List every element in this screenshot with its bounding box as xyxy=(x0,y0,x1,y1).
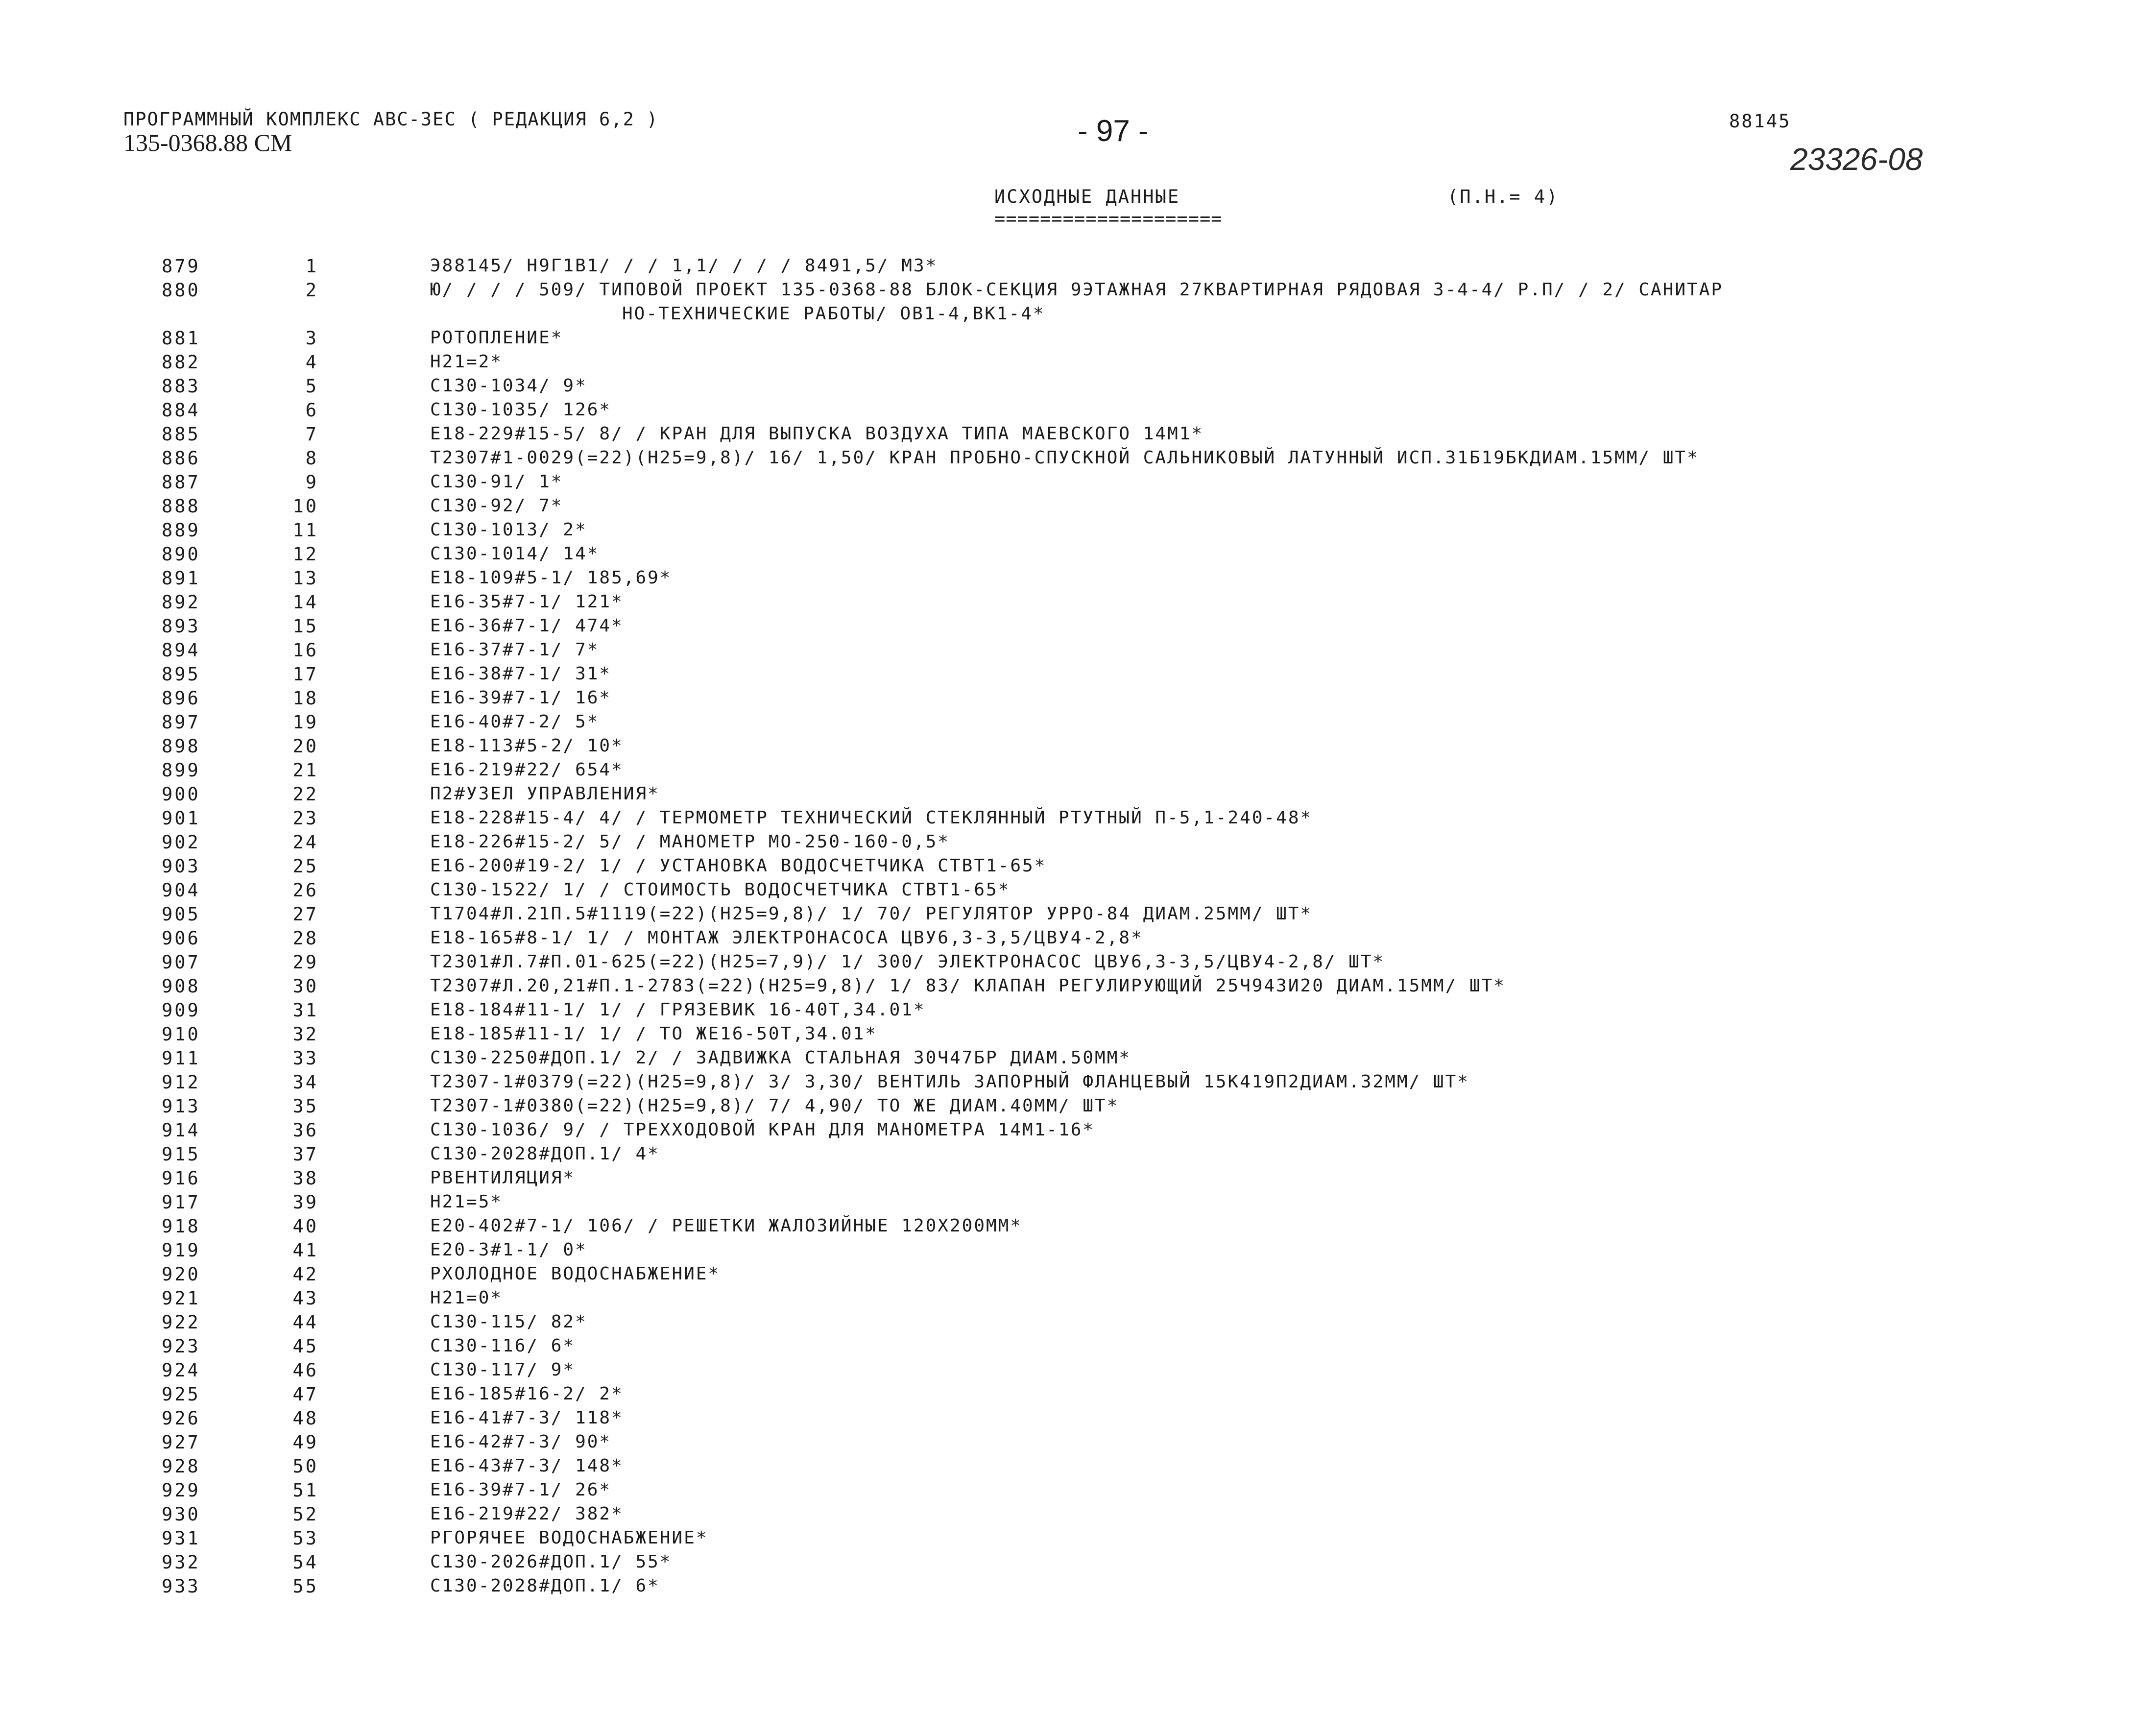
list-item xyxy=(0,904,2141,928)
line-number: 890 xyxy=(162,544,200,565)
record-text: Е16-39#7-1/ 16* xyxy=(430,688,612,708)
record-text: Е16-38#7-1/ 31* xyxy=(430,664,612,684)
line-number: 922 xyxy=(162,1312,200,1333)
list-item xyxy=(0,568,2141,592)
item-index: 11 xyxy=(292,520,318,541)
record-text: РХОЛОДНОЕ ВОДОСНАБЖЕНИЕ* xyxy=(430,1264,721,1284)
item-index: 15 xyxy=(292,616,318,637)
line-number: 889 xyxy=(162,520,200,541)
list-item xyxy=(0,1336,2141,1360)
record-text: П2#УЗЕЛ УПРАВЛЕНИЯ* xyxy=(430,784,660,804)
item-index: 2 xyxy=(305,280,318,301)
record-text: Е16-43#7-3/ 148* xyxy=(430,1456,624,1476)
record-text: Е16-219#22/ 382* xyxy=(430,1504,624,1524)
line-number: 896 xyxy=(162,688,200,709)
record-text: Е16-37#7-1/ 7* xyxy=(430,640,600,660)
list-item xyxy=(0,736,2141,760)
record-text: С130-1014/ 14* xyxy=(430,544,600,564)
item-index: 29 xyxy=(292,952,318,973)
list-item xyxy=(0,856,2141,880)
item-index: 7 xyxy=(305,424,318,445)
item-index: 48 xyxy=(292,1408,318,1429)
line-number: 915 xyxy=(162,1144,200,1165)
line-number: 927 xyxy=(162,1432,200,1453)
line-number: 908 xyxy=(162,976,200,997)
record-text: Н21=5* xyxy=(430,1192,503,1212)
line-number: 906 xyxy=(162,928,200,949)
record-text: Е16-41#7-3/ 118* xyxy=(430,1408,624,1428)
record-text: Т2307-1#0380(=22)(Н25=9,8)/ 7/ 4,90/ ТО ЖЕ ДИАМ.40ММ/ ШТ* xyxy=(430,1096,1119,1116)
line-number: 919 xyxy=(162,1240,200,1261)
list-item xyxy=(0,1504,2141,1528)
item-index: 16 xyxy=(292,640,318,661)
list-item xyxy=(0,1096,2141,1120)
item-index: 13 xyxy=(292,568,318,589)
record-text: Е18-229#15-5/ 8/ / КРАН ДЛЯ ВЫПУСКА ВОЗДУХА ТИПА МАЕВСКОГО 14М1* xyxy=(430,424,1204,444)
record-text: С130-1013/ 2* xyxy=(430,520,587,540)
line-number: 897 xyxy=(162,712,200,733)
list-item xyxy=(0,1552,2141,1576)
item-index: 44 xyxy=(292,1312,318,1333)
line-number: 929 xyxy=(162,1480,200,1501)
record-text: Е16-39#7-1/ 26* xyxy=(430,1480,612,1500)
list-item xyxy=(0,1192,2141,1216)
record-text: Е18-113#5-2/ 10* xyxy=(430,736,624,756)
line-number: 880 xyxy=(162,280,200,301)
line-number: 920 xyxy=(162,1264,200,1285)
line-number: 885 xyxy=(162,424,200,445)
record-text: С130-2250#ДОП.1/ 2/ / ЗАДВИЖКА СТАЛЬНАЯ 30Ч47БР ДИАМ.50ММ* xyxy=(430,1048,1131,1068)
list-item xyxy=(0,664,2141,688)
record-text: Н21=2* xyxy=(430,352,503,372)
item-index: 22 xyxy=(292,784,318,805)
line-number: 926 xyxy=(162,1408,200,1429)
line-number: 917 xyxy=(162,1192,200,1213)
line-number: 884 xyxy=(162,400,200,421)
item-index: 42 xyxy=(292,1264,318,1285)
handwritten-number: 23326-08 xyxy=(1790,142,1923,177)
record-text: С130-115/ 82* xyxy=(430,1312,587,1332)
line-number: 900 xyxy=(162,784,200,805)
item-index: 17 xyxy=(292,664,318,685)
record-text: РВЕНТИЛЯЦИЯ* xyxy=(430,1168,576,1188)
item-index: 33 xyxy=(292,1048,318,1069)
item-index: 28 xyxy=(292,928,318,949)
list-item xyxy=(0,784,2141,808)
line-number: 912 xyxy=(162,1072,200,1093)
record-text: РГОРЯЧЕЕ ВОДОСНАБЖЕНИЕ* xyxy=(430,1528,708,1548)
record-text: Т1704#Л.21П.5#1119(=22)(Н25=9,8)/ 1/ 70/ РЕГУЛЯТОР УРРО-84 ДИАМ.25ММ/ ШТ* xyxy=(430,904,1313,924)
record-text: Т2307#Л.20,21#П.1-2783(=22)(Н25=9,8)/ 1/ 83/ КЛАПАН РЕГУЛИРУЮЩИЙ 25Ч943И20 ДИАМ.15ММ/ ШТ* xyxy=(430,976,1506,996)
record-text: Э88145/ Н9Г1В1/ / / 1,1/ / / / 8491,5/ МЗ* xyxy=(430,256,938,276)
list-item xyxy=(0,1408,2141,1432)
record-text: Е16-185#16-2/ 2* xyxy=(430,1384,624,1404)
list-item xyxy=(0,880,2141,904)
item-index: 34 xyxy=(292,1072,318,1093)
list-item xyxy=(0,472,2141,496)
record-text: С130-1035/ 126* xyxy=(430,400,612,420)
record-text: Н21=0* xyxy=(430,1288,503,1308)
list-item xyxy=(0,280,2141,328)
list-item xyxy=(0,1528,2141,1552)
item-index: 47 xyxy=(292,1384,318,1405)
item-index: 49 xyxy=(292,1432,318,1453)
section-underline: ==================== xyxy=(994,208,1223,229)
item-index: 41 xyxy=(292,1240,318,1261)
list-item xyxy=(0,1384,2141,1408)
list-item xyxy=(0,1288,2141,1312)
line-number: 903 xyxy=(162,856,200,877)
record-text: Е16-35#7-1/ 121* xyxy=(430,592,624,612)
line-number: 918 xyxy=(162,1216,200,1237)
line-number: 930 xyxy=(162,1504,200,1525)
item-index: 52 xyxy=(292,1504,318,1525)
line-number: 923 xyxy=(162,1336,200,1357)
list-item xyxy=(0,832,2141,856)
record-text: С130-116/ 6* xyxy=(430,1336,576,1356)
item-index: 18 xyxy=(292,688,318,709)
list-item xyxy=(0,496,2141,520)
page-number: - 97 - xyxy=(1078,114,1149,148)
line-number: 902 xyxy=(162,832,200,853)
line-number: 911 xyxy=(162,1048,200,1069)
record-text: С130-2028#ДОП.1/ 4* xyxy=(430,1144,660,1164)
line-number: 932 xyxy=(162,1552,200,1573)
record-text: С130-1034/ 9* xyxy=(430,376,587,396)
list-item xyxy=(0,400,2141,424)
list-item xyxy=(0,592,2141,616)
item-index: 26 xyxy=(292,880,318,901)
record-text: Е16-42#7-3/ 90* xyxy=(430,1432,612,1452)
record-text: Е16-219#22/ 654* xyxy=(430,760,624,780)
item-index: 51 xyxy=(292,1480,318,1501)
list-item xyxy=(0,448,2141,472)
list-item xyxy=(0,1000,2141,1024)
list-item xyxy=(0,1456,2141,1480)
line-number: 931 xyxy=(162,1528,200,1549)
item-index: 9 xyxy=(305,472,318,493)
item-index: 53 xyxy=(292,1528,318,1549)
line-number: 895 xyxy=(162,664,200,685)
list-item xyxy=(0,520,2141,544)
list-item xyxy=(0,544,2141,568)
list-item xyxy=(0,1168,2141,1192)
record-text: Е16-200#19-2/ 1/ / УСТАНОВКА ВОДОСЧЕТЧИКА СТВТ1-65* xyxy=(430,856,1047,876)
list-item xyxy=(0,1432,2141,1456)
line-number: 881 xyxy=(162,328,200,349)
list-item xyxy=(0,352,2141,376)
pn-label: (П.Н.= 4) xyxy=(1447,186,1559,207)
record-text: Е18-228#15-4/ 4/ / ТЕРМОМЕТР ТЕХНИЧЕСКИЙ СТЕКЛЯННЫЙ РТУТНЫЙ П-5,1-240-48* xyxy=(430,808,1313,828)
item-index: 43 xyxy=(292,1288,318,1309)
line-number: 914 xyxy=(162,1120,200,1141)
record-text: Т2301#Л.7#П.01-625(=22)(Н25=7,9)/ 1/ 300/ ЭЛЕКТРОНАСОС ЦВУ6,3-3,5/ЦВУ4-2,8/ ШТ* xyxy=(430,952,1385,972)
record-text: Т2307-1#0379(=22)(Н25=9,8)/ 3/ 3,30/ ВЕНТИЛЬ ЗАПОРНЫЙ ФЛАНЦЕВЫЙ 15К419П2ДИАМ.32ММ/ ШТ* xyxy=(430,1072,1469,1092)
line-number: 893 xyxy=(162,616,200,637)
line-number: 905 xyxy=(162,904,200,925)
line-number: 898 xyxy=(162,736,200,757)
item-index: 31 xyxy=(292,1000,318,1021)
list-item xyxy=(0,1072,2141,1096)
list-item xyxy=(0,928,2141,952)
item-index: 38 xyxy=(292,1168,318,1189)
record-text: С130-2026#ДОП.1/ 55* xyxy=(430,1552,672,1572)
record-text: С130-92/ 7* xyxy=(430,496,563,516)
item-index: 19 xyxy=(292,712,318,733)
item-index: 20 xyxy=(292,736,318,757)
item-index: 12 xyxy=(292,544,318,565)
item-index: 10 xyxy=(292,496,318,517)
data-listing xyxy=(0,256,2141,1600)
list-item xyxy=(0,1576,2141,1600)
line-number: 928 xyxy=(162,1456,200,1477)
record-text: Ю/ / / / 509/ ТИПОВОЙ ПРОЕКТ 135-0368-88 БЛОК-СЕКЦИЯ 9ЭТАЖНАЯ 27КВАРТИРНАЯ РЯДОВАЯ 3-4-4/ Р.П/ / 2/ САНИТАР xyxy=(430,280,1724,300)
line-number: 933 xyxy=(162,1576,200,1597)
line-number: 887 xyxy=(162,472,200,493)
record-text-continuation: НО-ТЕХНИЧЕСКИЕ РАБОТЫ/ ОВ1-4,ВК1-4* xyxy=(622,304,1045,324)
item-index: 8 xyxy=(305,448,318,469)
list-item xyxy=(0,1360,2141,1384)
item-index: 54 xyxy=(292,1552,318,1573)
line-number: 907 xyxy=(162,952,200,973)
item-index: 5 xyxy=(305,376,318,397)
record-text: Т2307#1-0029(=22)(Н25=9,8)/ 16/ 1,50/ КРАН ПРОБНО-СПУСКНОЙ САЛЬНИКОВЫЙ ЛАТУННЫЙ ИСП.31Б19БКДИАМ.15ММ/ ШТ* xyxy=(430,448,1699,468)
line-number: 921 xyxy=(162,1288,200,1309)
item-index: 55 xyxy=(292,1576,318,1597)
line-number: 883 xyxy=(162,376,200,397)
line-number: 924 xyxy=(162,1360,200,1381)
item-index: 35 xyxy=(292,1096,318,1117)
list-item xyxy=(0,1120,2141,1144)
line-number: 891 xyxy=(162,568,200,589)
record-text: С130-91/ 1* xyxy=(430,472,563,492)
record-text: Е18-109#5-1/ 185,69* xyxy=(430,568,672,588)
record-text: Е18-184#11-1/ 1/ / ГРЯЗЕВИК 16-40Т,34.01* xyxy=(430,1000,926,1020)
item-index: 25 xyxy=(292,856,318,877)
line-number: 904 xyxy=(162,880,200,901)
list-item xyxy=(0,424,2141,448)
item-index: 32 xyxy=(292,1024,318,1045)
item-index: 27 xyxy=(292,904,318,925)
line-number: 888 xyxy=(162,496,200,517)
item-index: 39 xyxy=(292,1192,318,1213)
item-index: 6 xyxy=(305,400,318,421)
list-item xyxy=(0,640,2141,664)
document-number: 88145 xyxy=(1729,111,1791,132)
item-index: 23 xyxy=(292,808,318,829)
record-text: Е18-185#11-1/ 1/ / ТО ЖЕ16-50Т,34.01* xyxy=(430,1024,877,1044)
item-index: 50 xyxy=(292,1456,318,1477)
record-text: Е20-3#1-1/ 0* xyxy=(430,1240,587,1260)
list-item xyxy=(0,976,2141,1000)
list-item xyxy=(0,1024,2141,1048)
item-index: 46 xyxy=(292,1360,318,1381)
document-code: 135-0368.88 СМ xyxy=(123,129,292,156)
line-number: 886 xyxy=(162,448,200,469)
record-text: Е18-226#15-2/ 5/ / МАНОМЕТР МО-250-160-0,5* xyxy=(430,832,950,852)
list-item xyxy=(0,688,2141,712)
list-item xyxy=(0,1480,2141,1504)
item-index: 4 xyxy=(305,352,318,373)
list-item xyxy=(0,760,2141,784)
item-index: 36 xyxy=(292,1120,318,1141)
list-item xyxy=(0,1048,2141,1072)
list-item xyxy=(0,712,2141,736)
item-index: 24 xyxy=(292,832,318,853)
section-title: ИСХОДНЫЕ ДАННЫЕ xyxy=(994,186,1180,207)
list-item xyxy=(0,376,2141,400)
item-index: 30 xyxy=(292,976,318,997)
item-index: 1 xyxy=(305,256,318,277)
line-number: 910 xyxy=(162,1024,200,1045)
list-item xyxy=(0,808,2141,832)
item-index: 21 xyxy=(292,760,318,781)
line-number: 901 xyxy=(162,808,200,829)
list-item xyxy=(0,1216,2141,1240)
record-text: РОТОПЛЕНИЕ* xyxy=(430,328,563,348)
line-number: 882 xyxy=(162,352,200,373)
list-item xyxy=(0,1312,2141,1336)
record-text: С130-1036/ 9/ / ТРЕХХОДОВОЙ КРАН ДЛЯ МАНОМЕТРА 14М1-16* xyxy=(430,1120,1095,1140)
list-item xyxy=(0,1264,2141,1288)
record-text: Е16-40#7-2/ 5* xyxy=(430,712,600,732)
list-item xyxy=(0,1144,2141,1168)
line-number: 913 xyxy=(162,1096,200,1117)
record-text: С130-1522/ 1/ / СТОИМОСТЬ ВОДОСЧЕТЧИКА СТВТ1-65* xyxy=(430,880,1010,900)
record-text: С130-117/ 9* xyxy=(430,1360,576,1380)
line-number: 879 xyxy=(162,256,200,277)
record-text: Е20-402#7-1/ 106/ / РЕШЕТКИ ЖАЛОЗИЙНЫЕ 120Х200ММ* xyxy=(430,1216,1023,1236)
line-number: 925 xyxy=(162,1384,200,1405)
item-index: 3 xyxy=(305,328,318,349)
record-text: С130-2028#ДОП.1/ 6* xyxy=(430,1576,660,1596)
program-header: ПРОГРАММНЫЙ КОМПЛЕКС АВС-ЗЕС ( РЕДАКЦИЯ 6,2 ) xyxy=(123,109,659,130)
record-text: Е18-165#8-1/ 1/ / МОНТАЖ ЭЛЕКТРОНАСОСА ЦВУ6,3-3,5/ЦВУ4-2,8* xyxy=(430,928,1143,948)
list-item xyxy=(0,616,2141,640)
item-index: 14 xyxy=(292,592,318,613)
line-number: 916 xyxy=(162,1168,200,1189)
line-number: 894 xyxy=(162,640,200,661)
list-item xyxy=(0,1240,2141,1264)
list-item xyxy=(0,328,2141,352)
item-index: 45 xyxy=(292,1336,318,1357)
list-item xyxy=(0,952,2141,976)
item-index: 37 xyxy=(292,1144,318,1165)
record-text: Е16-36#7-1/ 474* xyxy=(430,616,624,636)
line-number: 892 xyxy=(162,592,200,613)
item-index: 40 xyxy=(292,1216,318,1237)
line-number: 899 xyxy=(162,760,200,781)
list-item xyxy=(0,256,2141,280)
line-number: 909 xyxy=(162,1000,200,1021)
